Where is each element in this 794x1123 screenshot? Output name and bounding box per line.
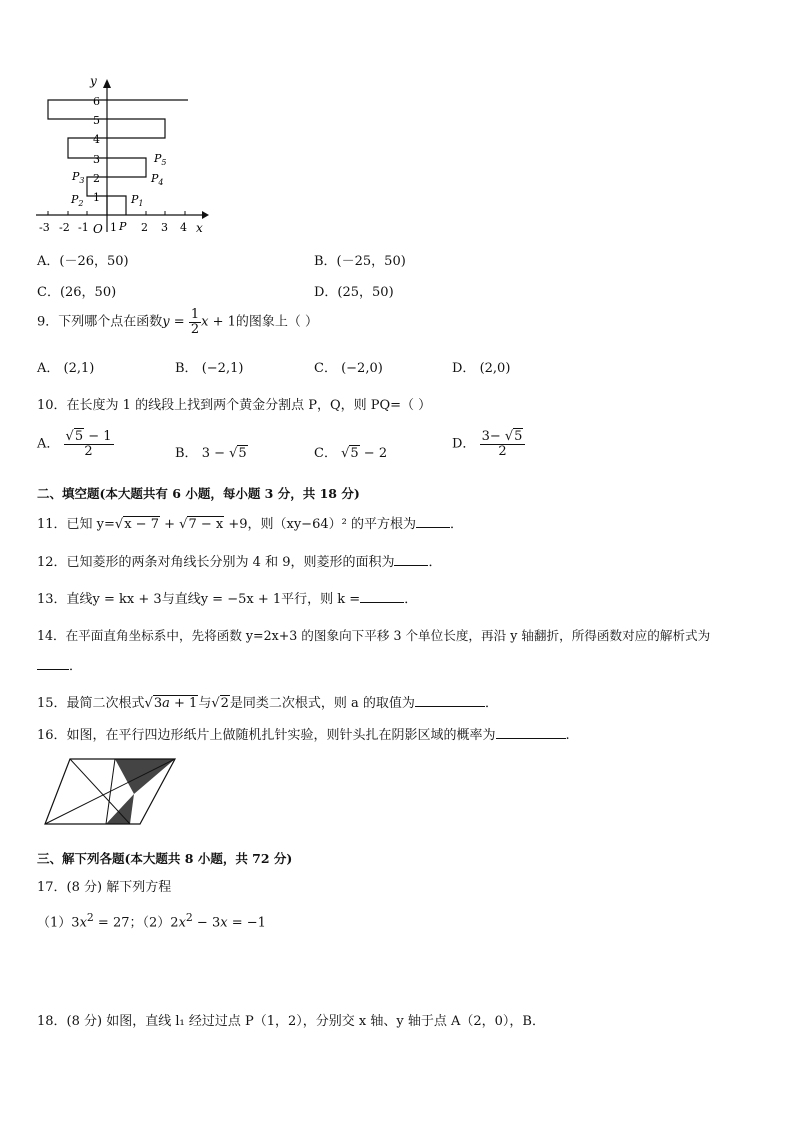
point-label-p4: $P_4$ xyxy=(151,172,164,187)
q11: 11．已知 y=√x − 7 + √7 − x +9，则（xy−64）² 的平方根为 ． xyxy=(37,517,463,532)
q9-stem: 9．下列哪个点在函数y = $\frac{1}{2}$ x + 1的图象上（ ） xyxy=(37,307,319,337)
q14-line1: 14．在平面直角坐标系中，先将函数 y=2x+3 的图象向下平移 3 个单位长度，再沿 y 轴翻折，所得函数对应的解析式为 xyxy=(37,628,711,643)
point-label-p2: $P_2$ xyxy=(71,193,84,208)
q10-option-c: C． √5 − 2 xyxy=(314,446,388,461)
x-tick: -1 xyxy=(78,221,89,234)
point-label-p5: $P_5$ xyxy=(154,152,167,167)
spiral-coordinate-graph xyxy=(30,72,220,237)
x-axis-label: x xyxy=(196,221,203,235)
spiral-path xyxy=(48,100,188,215)
q14-line2: ． xyxy=(37,655,82,674)
y-tick: 4 xyxy=(93,133,100,146)
x-tick: -3 xyxy=(39,221,50,234)
y-tick: 2 xyxy=(93,172,100,185)
q10-stem: 10．在长度为 1 的线段上找到两个黄金分割点 P，Q，则 PQ=（ ） xyxy=(37,398,432,413)
point-label-p3: $P_3$ xyxy=(72,170,85,185)
q18-stem: 18．(8 分) 如图，直线 l₁ 经过过点 P（1，2），分别交 x 轴、y 轴于点 A（2，0），B． xyxy=(37,1014,545,1029)
q10-option-a: A． $\frac{√5 - 1}{2}$ xyxy=(37,429,112,459)
q8-option-a: A．(－26，50) xyxy=(37,254,129,269)
x-tick: 3 xyxy=(161,221,168,234)
origin-label: O xyxy=(93,222,103,236)
section-3-heading: 三、解下列各题(本大题共 8 小题，共 72 分) xyxy=(37,851,293,866)
q9-option-c: C． (−2,0) xyxy=(314,361,383,376)
q17-equations: $(1)3x^2 = 27$；$(2)2x^2 - 3x = -1$ xyxy=(37,911,266,931)
q15: 15．最简二次根式√3a + 1与√2是同类二次根式，则 a 的取值为 ． xyxy=(37,696,498,711)
q8-option-d: D．(25，50) xyxy=(314,285,394,300)
x-tick: 4 xyxy=(180,221,187,234)
q9-option-a: A． (2,1) xyxy=(37,361,95,376)
y-axis-arrow xyxy=(103,79,111,88)
parallelogram-figure xyxy=(40,754,180,829)
q10-option-d: D． $\frac{3- √5}{2}$ xyxy=(452,430,525,458)
x-tick: 1 xyxy=(110,221,117,234)
q16: 16．如图，在平行四边形纸片上做随机扎针实验，则针头扎在阴影区域的概率为 . xyxy=(37,728,570,743)
x-tick: 2 xyxy=(141,221,148,234)
q9-option-b: B． (−2,1) xyxy=(175,361,244,376)
y-tick: 5 xyxy=(93,114,100,127)
section-2-heading: 二、填空题(本大题共有 6 小题，每小题 3 分，共 18 分) xyxy=(37,486,360,501)
q17-stem: 17．(8 分) 解下列方程 xyxy=(37,880,172,895)
q8-option-c: C．(26，50) xyxy=(37,285,117,300)
shaded-triangle-bottom xyxy=(106,794,134,824)
y-tick: 6 xyxy=(93,95,100,108)
x-axis-arrow xyxy=(202,211,209,219)
x-tick: -2 xyxy=(59,221,70,234)
y-tick: 3 xyxy=(93,153,100,166)
q8-option-b: B．(－25，50) xyxy=(314,254,406,269)
y-tick: 1 xyxy=(93,191,100,204)
q13: 13．直线y = kx + 3与直线y = −5x + 1平行，则 k = ． xyxy=(37,592,418,607)
point-label-p: P xyxy=(119,220,127,233)
point-label-p1: $P_1$ xyxy=(131,193,144,208)
q12: 12．已知菱形的两条对角线长分别为 4 和 9，则菱形的面积为 ． xyxy=(37,555,442,570)
y-axis-label: y xyxy=(90,74,97,88)
q10-option-b: B． 3 − √5 xyxy=(175,446,247,461)
q9-option-d: D． (2,0) xyxy=(452,361,511,376)
